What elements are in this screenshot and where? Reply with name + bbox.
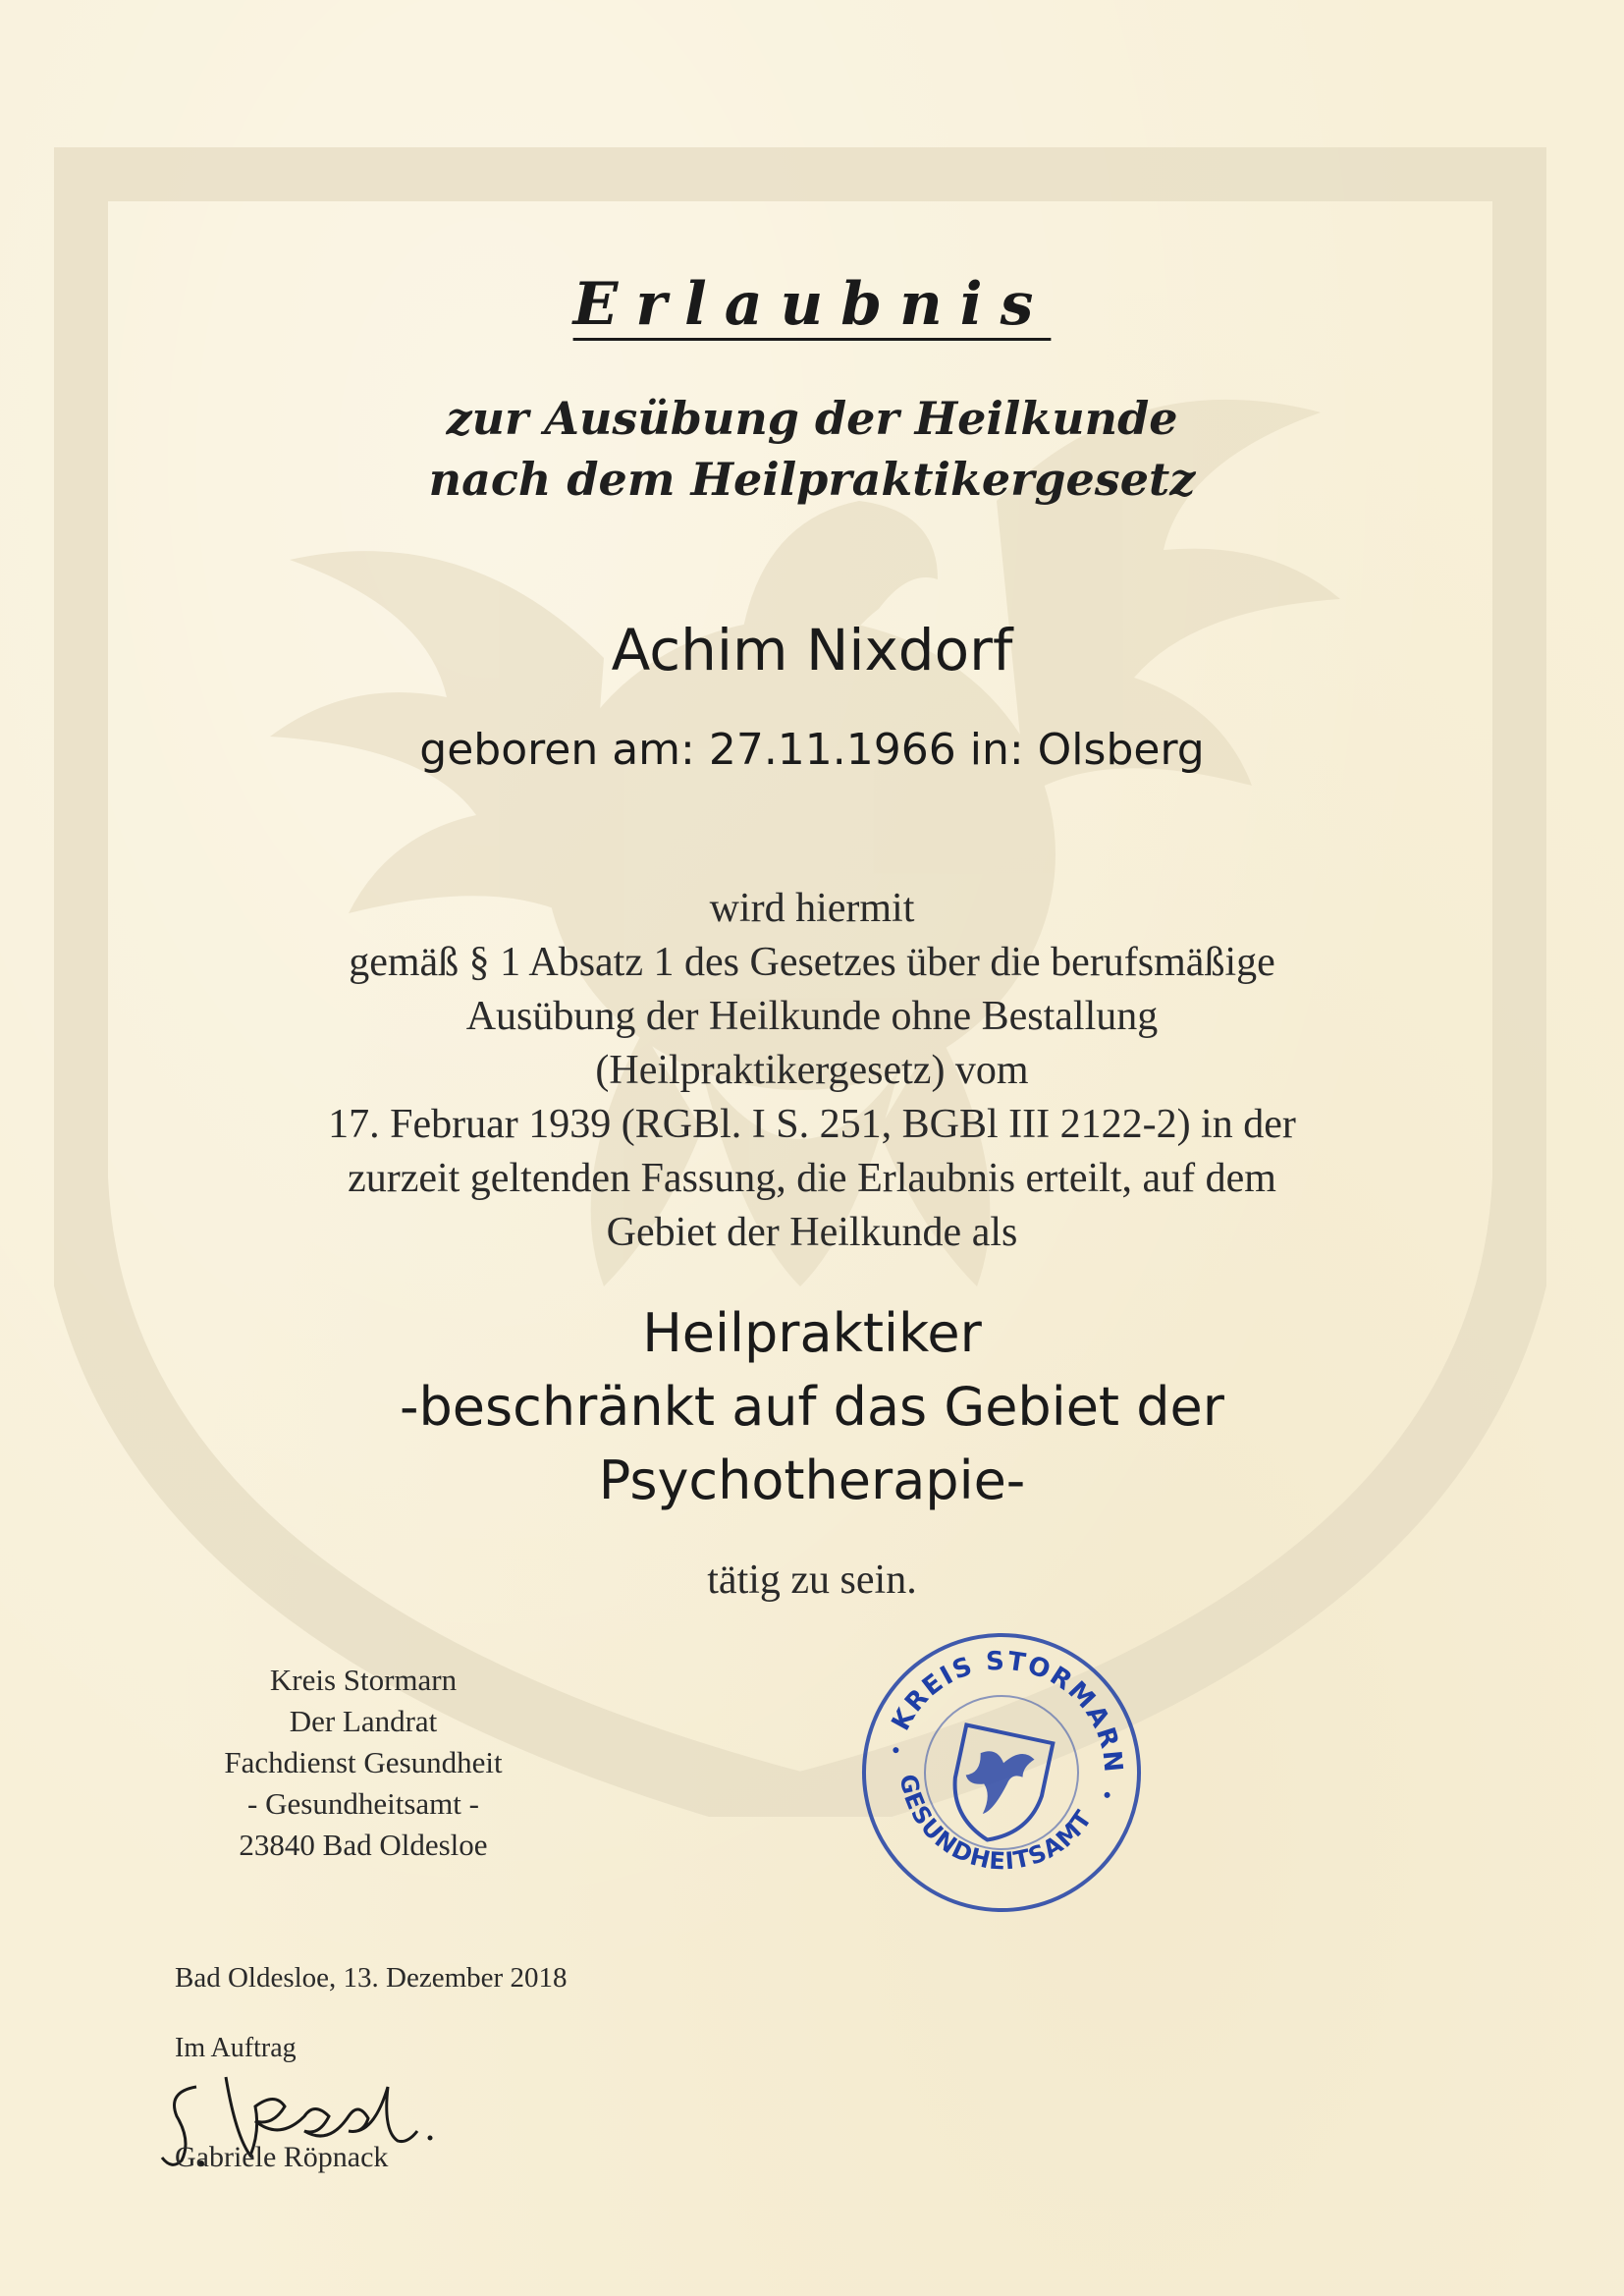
authority-line: Der Landrat — [289, 1704, 438, 1738]
stamp-bottom-text: GESUNDHEITSAMT — [893, 1772, 1098, 1876]
profession-line: Heilpraktiker — [642, 1302, 982, 1364]
legal-text-line: Ausübung der Heilkunde ohne Bestallung — [465, 994, 1159, 1039]
subtitle-line-2: nach dem Heilpraktikergesetz — [428, 453, 1196, 506]
legal-text-line: 17. Februar 1939 (RGBl. I S. 251, BGBl III 2122-2) in der — [328, 1102, 1296, 1147]
legal-text-line: wird hiermit — [709, 886, 915, 931]
legal-text — [0, 882, 1624, 1260]
authority-line: 23840 Bad Oldesloe — [239, 1828, 488, 1862]
holder-name: Achim Nixdorf — [611, 617, 1013, 683]
authority-line: Fachdienst Gesundheit — [224, 1745, 503, 1779]
profession-line: -beschränkt auf das Gebiet der — [400, 1376, 1224, 1438]
legal-text-line: Gebiet der Heilkunde als — [606, 1210, 1018, 1255]
document-subtitle — [0, 388, 1624, 510]
official-stamp — [854, 1625, 1149, 1920]
legal-text-line: (Heilpraktikergesetz) vom — [595, 1048, 1029, 1093]
authority-line: - Gesundheitsamt - — [247, 1786, 479, 1821]
stamp-shield-emblem — [944, 1725, 1053, 1849]
stamp-top-text: KREIS STORMARN — [886, 1646, 1128, 1776]
subtitle-line-1: zur Ausübung der Heilkunde — [446, 392, 1178, 445]
place-and-date: Bad Oldesloe, 13. Dezember 2018 — [175, 1962, 568, 1994]
on-behalf-label: Im Auftrag — [175, 2033, 297, 2063]
issuing-authority — [157, 1660, 569, 1866]
birth-details: geboren am: 27.11.1966 in: Olsberg — [419, 725, 1205, 775]
profession-line: Psychotherapie- — [598, 1449, 1026, 1511]
closing-text: tätig zu sein. — [707, 1558, 917, 1603]
authority-line: Kreis Stormarn — [269, 1663, 458, 1697]
legal-text-line: zurzeit geltenden Fassung, die Erlaubnis erteilt, auf dem — [348, 1156, 1276, 1201]
legal-text-line: gemäß § 1 Absatz 1 des Gesetzes über die berufsmäßige — [349, 940, 1275, 985]
profession-title — [0, 1296, 1624, 1517]
document-title: Erlaubnis — [572, 270, 1052, 339]
signer-name: Gabriele Röpnack — [175, 2141, 389, 2173]
